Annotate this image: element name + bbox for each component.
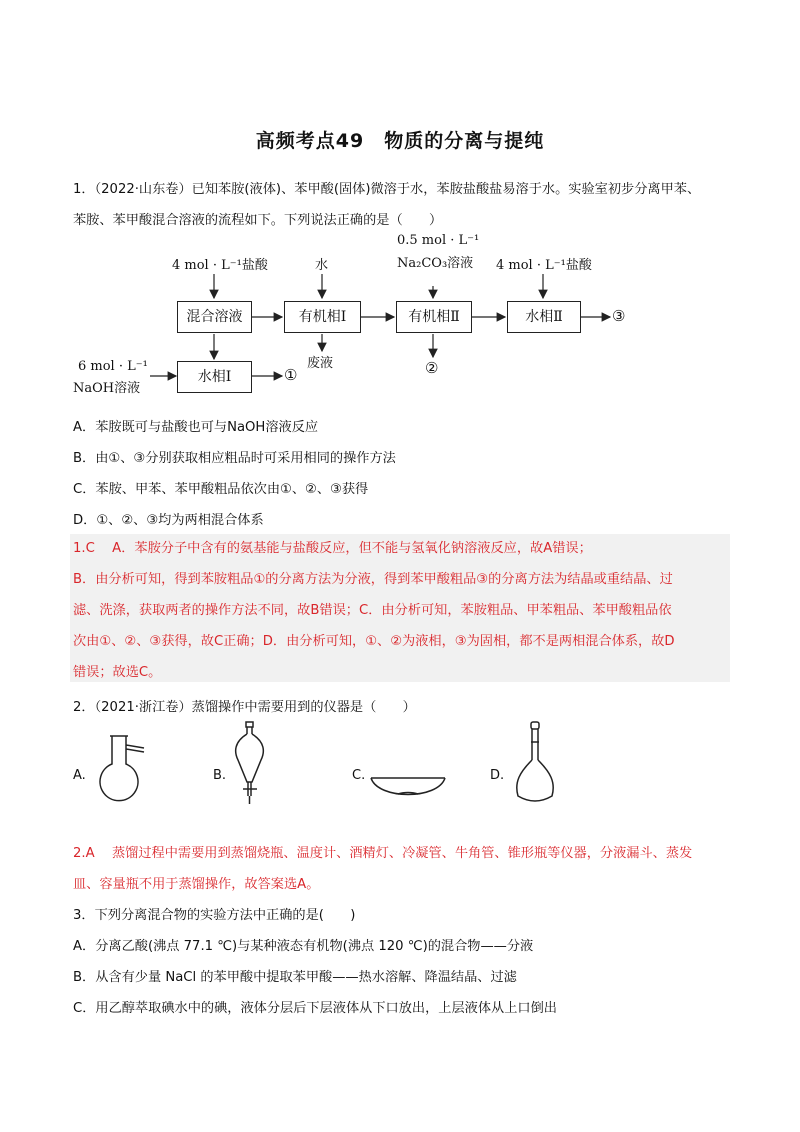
q1-answer-line2: B．由分析可知，得到苯胺粗品①的分离方法为分液，得到苯甲酸粗品③的分离方法为结晶或重结晶、过 xyxy=(73,572,673,587)
q2-option-a-label: A. xyxy=(73,768,86,783)
volumetric-flask-icon xyxy=(510,720,560,810)
box-organic-phase-1: 有机相Ⅰ xyxy=(284,301,361,333)
q3-stem: 3．下列分离混合物的实验方法中正确的是( ) xyxy=(73,908,356,923)
reagent-hcl-2: 4 mol · L⁻¹盐酸 xyxy=(496,258,592,273)
reagent-na2co3-conc: 0.5 mol · L⁻¹ xyxy=(397,233,480,248)
q2-answer xyxy=(73,838,729,900)
q3-option-c: C．用乙醇萃取碘水中的碘，液体分层后下层液体从下口放出，上层液体从上口倒出 xyxy=(73,1001,557,1016)
q1-answer-line1: 1.C A．苯胺分子中含有的氨基能与盐酸反应，但不能与氢氧化钠溶液反应，故A错误； xyxy=(73,541,592,556)
q1-option-b: B．由①、③分别获取相应粗品时可采用相同的操作方法 xyxy=(73,451,396,466)
q2-answer-line2: 皿、容量瓶不用于蒸馏操作，故答案选A。 xyxy=(73,877,320,892)
q2-option-c-label: C. xyxy=(352,768,366,783)
q2-option-b-label: B. xyxy=(213,768,227,783)
page-title: 高频考点49 物质的分离与提纯 xyxy=(255,130,545,152)
q1-answer-line4: 次由①、②、③获得，故C正确；D．由分析可知，①、②为液相，③为固相，都不是两相混合体系，故D xyxy=(73,634,675,649)
separatory-funnel-icon xyxy=(226,720,276,808)
box-organic-phase-2: 有机相Ⅱ xyxy=(396,301,472,333)
output-3: ③ xyxy=(612,307,626,325)
q1-stem-line1: 1．（2022·山东卷）已知苯胺(液体)、苯甲酸(固体)微溶于水，苯胺盐酸盐易溶于水。实验室初步分离甲苯、 xyxy=(73,182,701,197)
reagent-na2co3: Na₂CO₃溶液 xyxy=(397,256,474,271)
waste-liquid: 废液 xyxy=(307,356,334,371)
q3-option-b: B．从含有少量 NaCl 的苯甲酸中提取苯甲酸——热水溶解、降温结晶、过滤 xyxy=(73,970,517,985)
box-aqueous-phase-1: 水相Ⅰ xyxy=(177,361,252,393)
q1-answer-line5: 错误；故选C。 xyxy=(73,665,162,680)
q3-option-a: A．分离乙酸(沸点 77.1 ℃)与某种液态有机物(沸点 120 ℃)的混合物——分液 xyxy=(73,939,534,954)
output-1: ① xyxy=(284,366,298,384)
reagent-naoh: NaOH溶液 xyxy=(73,381,141,396)
evaporating-dish-icon xyxy=(368,768,450,808)
q1-stem-line2: 苯胺、苯甲酸混合溶液的流程如下。下列说法正确的是（ ） xyxy=(73,213,443,228)
reagent-hcl-1: 4 mol · L⁻¹盐酸 xyxy=(172,258,268,273)
q1-option-c: C．苯胺、甲苯、苯甲酸粗品依次由①、②、③获得 xyxy=(73,482,369,497)
q2-answer-line1: 2.A 蒸馏过程中需要用到蒸馏烧瓶、温度计、酒精灯、冷凝管、牛角管、锥形瓶等仪器，分液漏斗、蒸发 xyxy=(73,846,693,861)
q2-stem: 2．（2021·浙江卷）蒸馏操作中需要用到的仪器是（ ） xyxy=(73,700,416,715)
reagent-naoh-conc: 6 mol · L⁻¹ xyxy=(78,359,148,374)
q1-flow-diagram xyxy=(0,228,800,398)
distillation-flask-icon xyxy=(92,730,152,802)
q1-option-a: A．苯胺既可与盐酸也可与NaOH溶液反应 xyxy=(73,420,319,435)
q2-option-d-label: D. xyxy=(490,768,505,783)
box-mixed-solution: 混合溶液 xyxy=(177,301,252,333)
q1-answer xyxy=(73,533,729,688)
q1-answer-line3: 滤、洗涤，获取两者的操作方法不同，故B错误；C．由分析可知，苯胺粗品、甲苯粗品、苯甲酸粗品依 xyxy=(73,603,672,618)
q1-option-d: D．①、②、③均为两相混合体系 xyxy=(73,513,264,528)
box-aqueous-phase-2: 水相Ⅱ xyxy=(507,301,581,333)
output-2: ② xyxy=(425,359,439,377)
reagent-water: 水 xyxy=(315,258,329,273)
